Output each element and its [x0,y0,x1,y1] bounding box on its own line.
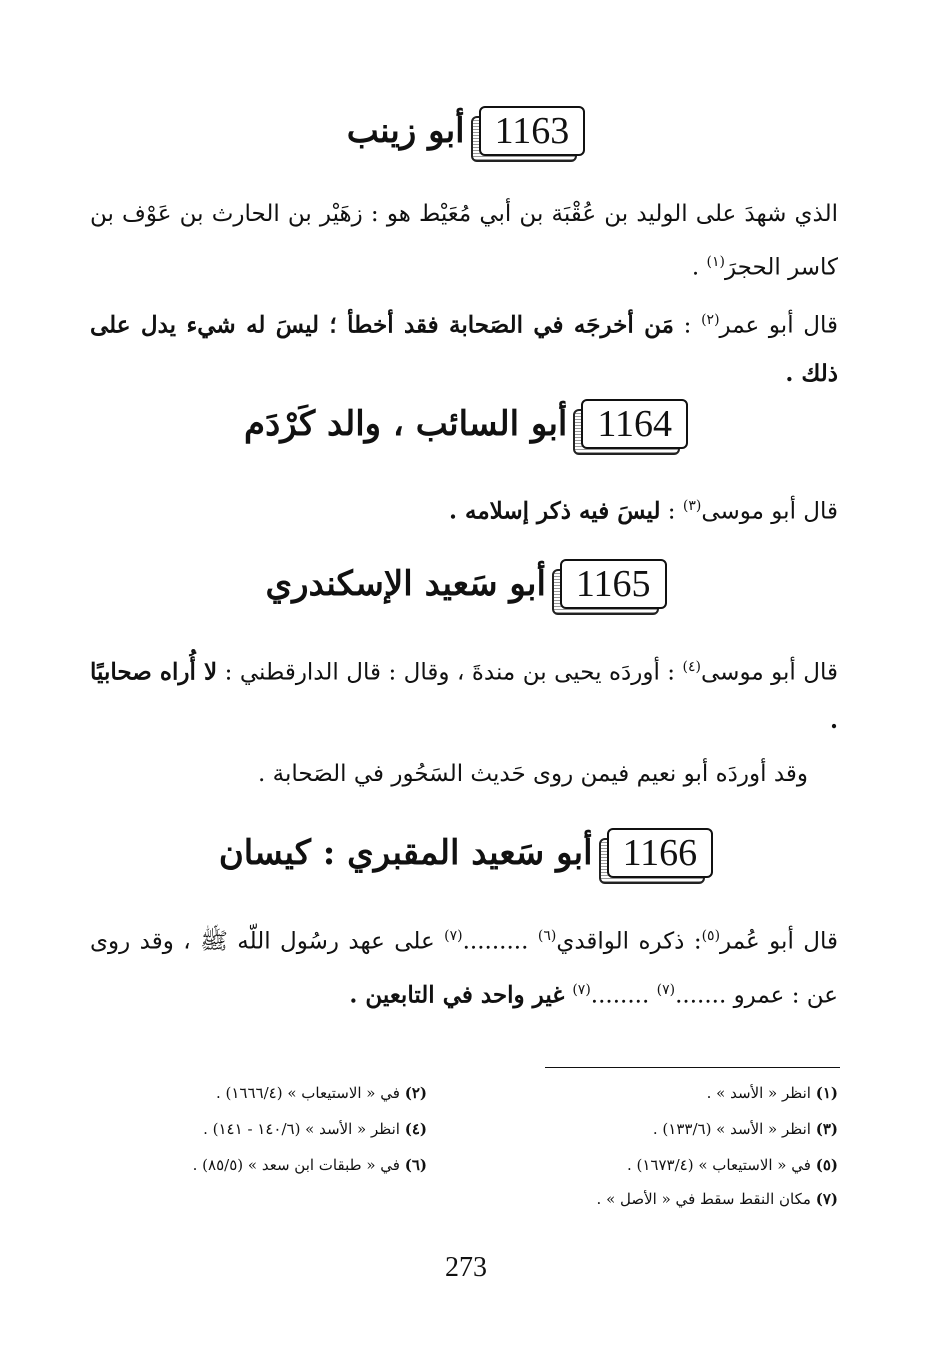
entry-heading-1166 [0,827,932,879]
paragraph-2: قال أبو عمر$^{(٢)}$ : مَن أخرجَه في الصَحابة فقد أخطأ ؛ ليسَ له شيء يدل على ذلك . [90,311,838,387]
entry-number: 1166 [607,828,714,878]
footnote-7: (٧) مكان النقط سقط في « الأصل » . [596,1190,838,1208]
paragraph-1: الذي شهدَ على الوليد بن عُقْبَة بن أبي مُعَيْط هو : زهَيْر بن الحارث بن عَوْف بن كاسر الحجرَ$^{(١)}$ . [90,201,838,281]
entry-number-box [581,401,688,447]
footnote-1: (١) انظر « الأسد » . [706,1084,838,1102]
footnote-ref: (٧) [572,981,591,998]
footnote-4: (٤) انظر « الأسد » (١٤٠/٦ - ١٤١) . [203,1120,427,1138]
footnote-5: (٥) في « الاستيعاب » (١٦٧٣/٤) . [626,1156,838,1174]
paragraph-4: قال أبو موسى$^{(٤)}$ : أوردَه يحيى بن مندةَ ، وقال : قال الدارقطني : لا أُراه صحابيًا . [90,658,838,734]
footnote-ref: (٣) [682,498,702,514]
paragraph-6: قال أبو عُمر$^{(٥)}$: ذكره الواقدي$^{(٦)}$ .........$^{(٧)}$ على عهد رسُول اللّه ﷺ ، وقد روى عن : عمرو .......$^{(٧)}$ ........$^{(٧)}$ غير واحد في التابعين . [90,928,838,1009]
entry-number: 1164 [581,399,688,449]
footnote-ref: (٤) [682,659,702,675]
entry-heading-1164 [0,398,932,450]
entry-title: أبو السائب ، والد كَرْدَم [244,404,568,444]
footnote-ref: (٧) [444,928,463,944]
footnote-ref: (٥) [701,928,721,944]
entry-title: أبو سَعيد الإسكندري [265,564,546,604]
entry-number: 1163 [479,106,586,156]
footnote-ref: (٧) [656,981,676,998]
footnote-ref: (١) [706,254,725,270]
footnote-ref: (٢) [701,312,720,328]
entry-title: أبو زينب [346,111,465,151]
entry-number: 1165 [560,559,667,609]
paragraph-5: وقد أوردَه أبو نعيم فيمن روى حَديث السَحُور في الصَحابة . [258,761,808,787]
entry-number-box [560,561,667,607]
footnote-3: (٣) انظر « الأسد » (١٣٣/٦) . [652,1120,838,1138]
page-number: 273 [445,1252,487,1283]
entry-heading-1165 [0,558,932,610]
entry-title: أبو سَعيد المقبري : كيسان [218,833,593,873]
entry-number-box [479,108,586,154]
footnote-ref: (٦) [537,928,557,944]
entry-number-box [607,830,714,876]
entry-heading-1163 [0,105,932,157]
footnote-6: (٦) في « طبقات ابن سعد » (٨٥/٥) . [192,1156,427,1174]
paragraph-3: قال أبو موسى$^{(٣)}$ : ليسَ فيه ذكر إسلامه . [449,497,838,525]
footnote-separator [545,1067,840,1068]
footnote-2: (٢) في « الاستيعاب » (١٦٦٦/٤) . [215,1084,427,1102]
